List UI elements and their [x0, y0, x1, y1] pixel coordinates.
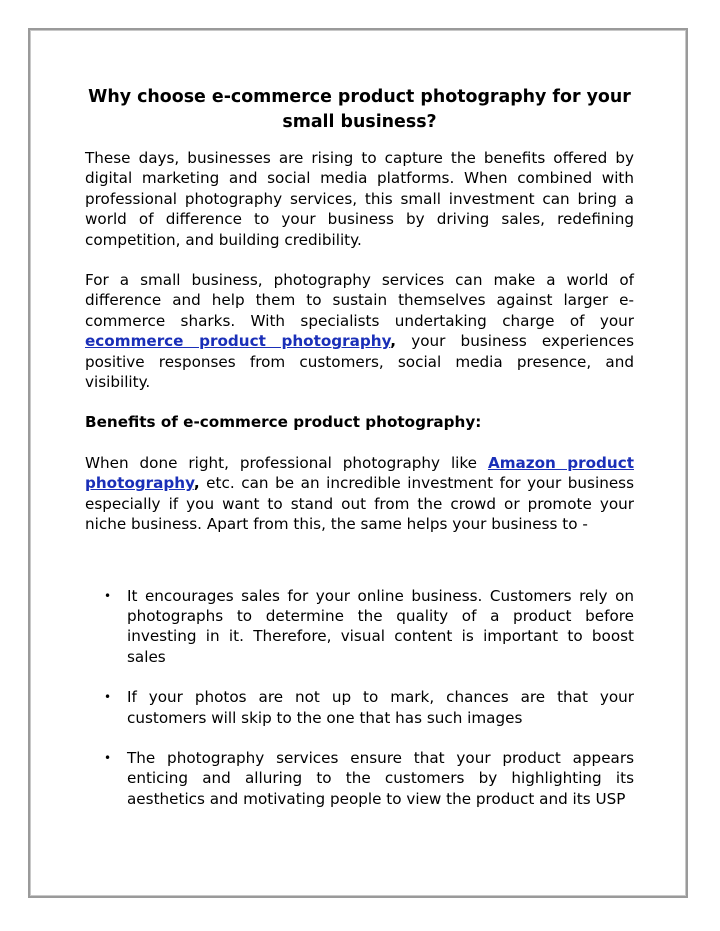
bullet-icon: • — [104, 588, 112, 603]
list-item-text: The photography services ensure that your product appears enticing and alluring to the customers by highlighting its aesthetics and motivating people to view the product and its USP — [127, 748, 634, 808]
bullet-icon: • — [104, 690, 112, 705]
paragraph-text: For a small business, photography services can make a world of difference and help them to sustain themselves against larger e-commerce sharks. With specialists undertaking charge of your — [85, 271, 634, 330]
list-item-text: If your photos are not up to mark, chances are that your customers will skip to the one that has such images — [127, 688, 634, 727]
link-comma: , — [390, 332, 397, 351]
list-item — [85, 687, 634, 728]
list-item — [85, 748, 634, 809]
paragraph-text: etc. can be an incredible investment for your business especially if you want to stand out from the crowd or promote your niche business. Apart from this, the same helps your business to - — [85, 474, 634, 534]
ecommerce-photography-link[interactable]: ecommerce product photography — [85, 332, 391, 351]
paragraph-text: your business experiences positive responses from customers, social media presence, and visibility. — [85, 332, 634, 392]
list-item-text: It encourages sales for your online business. Customers rely on photographs to determine the quality of a product before investing in it. Therefore, visual content is important to boost sales — [127, 586, 634, 666]
benefits-heading: Benefits of e-commerce product photography: — [85, 413, 482, 432]
paragraph-text: When done right, professional photography like — [85, 453, 488, 472]
document-page — [85, 85, 634, 829]
benefits-paragraph — [85, 453, 634, 535]
document-title: Why choose e-commerce product photography for your small business? — [88, 87, 631, 132]
small-business-paragraph — [85, 270, 634, 392]
benefits-list — [85, 586, 634, 810]
amazon-photography-link[interactable]: Amazon product photography — [85, 453, 634, 493]
intro-paragraph: These days, businesses are rising to capture the benefits offered by digital marketing and social media platforms. When combined with professional photography services, this small investment can bring a world of difference to your business by driving sales, redefining competition, and building credibility. — [85, 149, 634, 249]
bullet-icon: • — [104, 750, 112, 765]
link-comma: , — [193, 474, 200, 493]
list-item — [85, 586, 634, 668]
